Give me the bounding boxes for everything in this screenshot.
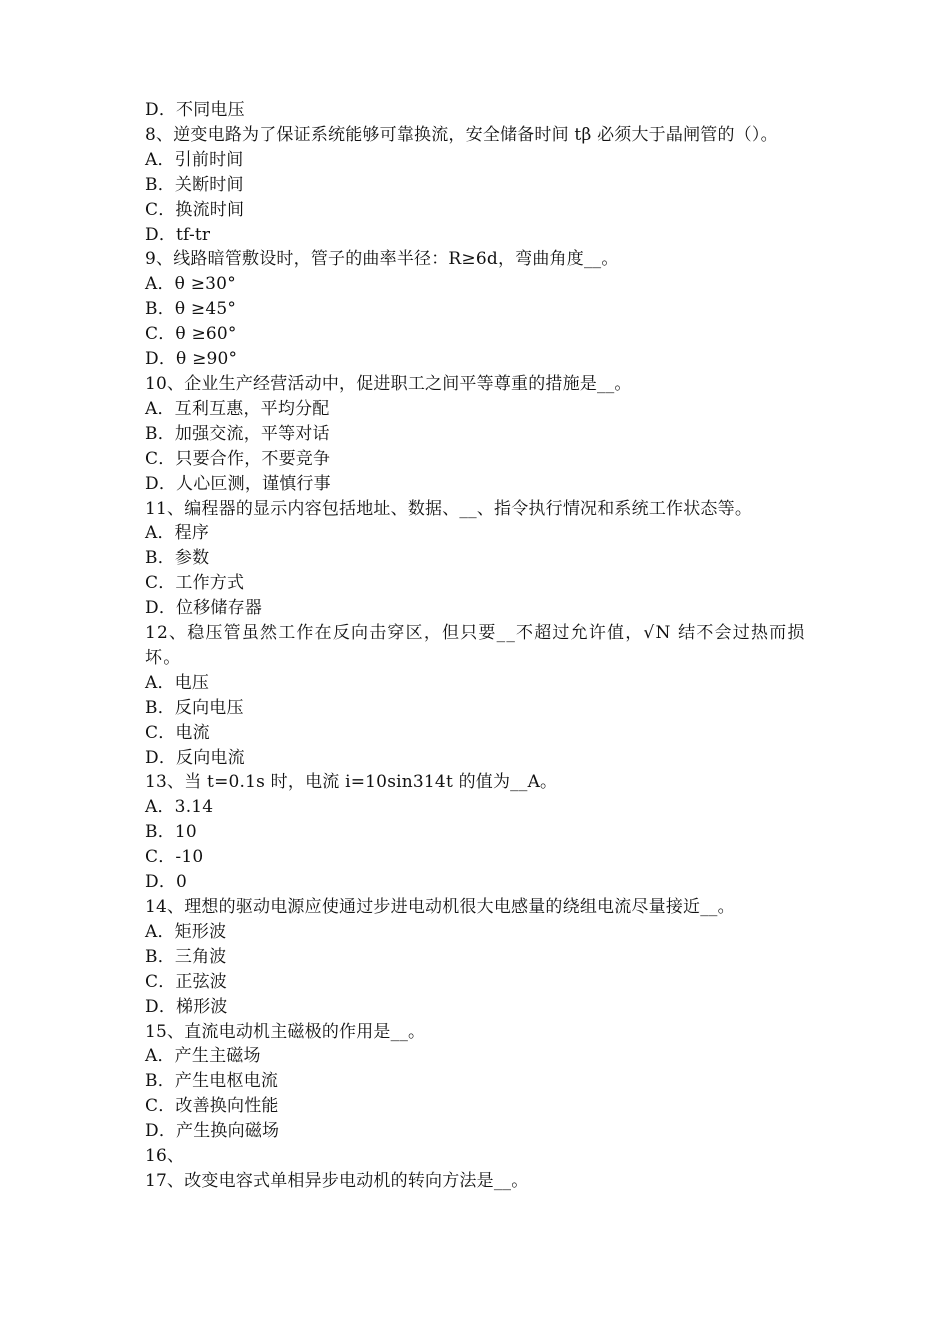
option-line: A．3.14 [145,797,214,818]
option-line: D．不同电压 [145,100,245,120]
option-line: B．关断时间 [145,174,244,195]
option-line: B．θ ≥45° [145,299,237,320]
option-line: D．位移储存器 [145,598,263,619]
option-line: C．只要合作，不要竞争 [145,448,331,469]
option-line: C．正弦波 [145,971,228,992]
option-line: A．引前时间 [145,149,244,170]
question-9: 9、线路暗管敷设时，管子的曲率半径：R≥6d，弯曲角度__。 [145,249,619,270]
option-line: D．0 [145,872,188,893]
option-line: C．-10 [145,847,204,868]
question-14: 14、理想的驱动电源应使通过步进电动机很大电感量的绕组电流尽量接近__。 [145,897,735,917]
option-line: A．矩形波 [145,921,227,942]
option-line: B．参数 [145,548,210,569]
question-list [145,98,825,1194]
option-line: B．加强交流，平等对话 [145,423,330,444]
option-line: C．改善换向性能 [145,1096,279,1117]
option-line: B．10 [145,822,197,843]
option-line: C．工作方式 [145,573,245,594]
question-13: 13、当 t=0.1s 时，电流 i=10sin314t 的值为__A。 [145,772,558,793]
option-line: C．换流时间 [145,199,245,220]
option-line: D．梯形波 [145,996,228,1017]
option-line: D．tf-tr [145,224,211,245]
question-12: 12、稳压管虽然工作在反向击穿区，但只要__不超过允许值，√N 结不会过热而损坏。 [145,623,806,668]
option-line: B．三角波 [145,946,227,967]
option-line: A．程序 [145,523,210,544]
option-line: A．产生主磁场 [145,1046,261,1067]
option-line: B．产生电枢电流 [145,1071,279,1092]
question-10: 10、企业生产经营活动中，促进职工之间平等尊重的措施是__。 [145,373,632,394]
option-line: D．θ ≥90° [145,349,238,370]
option-line: B．反向电压 [145,697,244,718]
option-line: C．θ ≥60° [145,324,237,345]
option-line: A．θ ≥30° [145,274,236,295]
option-line: A．电压 [145,672,210,693]
option-line: A．互利互惠，平均分配 [145,398,330,419]
question-11: 11、编程器的显示内容包括地址、数据、__、指令执行情况和系统工作状态等。 [145,498,753,519]
option-line: D．产生换向磁场 [145,1121,280,1142]
question-16: 16、 [145,1146,185,1167]
option-line: D．人心叵测，谨慎行事 [145,473,331,494]
question-15: 15、直流电动机主磁极的作用是__。 [145,1021,426,1042]
option-line: C．电流 [145,722,210,743]
question-8: 8、逆变电路为了保证系统能够可靠换流，安全储备时间 tβ 必须大于晶闸管的（）。 [145,124,778,145]
question-17: 17、改变电容式单相异步电动机的转向方法是__。 [145,1170,529,1191]
option-line: D．反向电流 [145,747,245,768]
